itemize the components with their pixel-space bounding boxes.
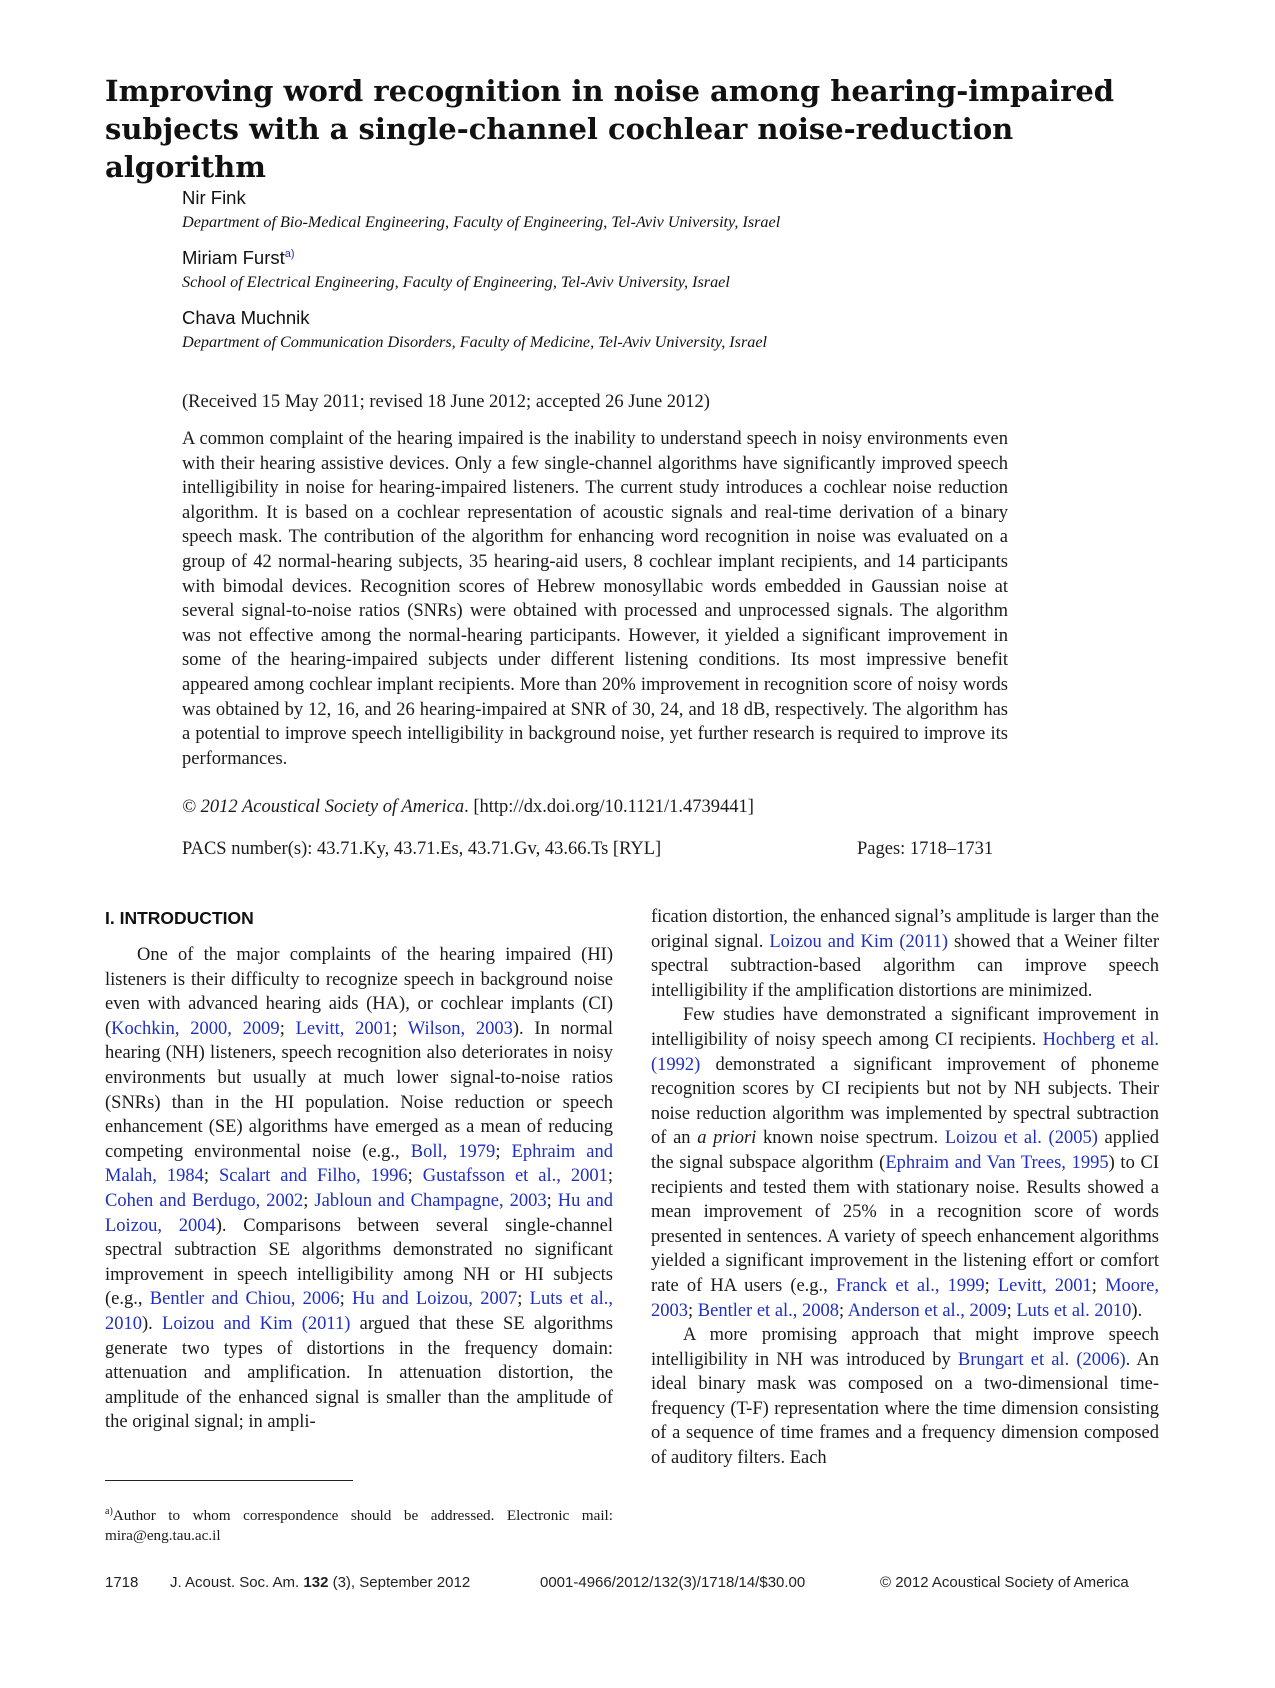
body-paragraph [651, 1323, 1159, 1471]
body-text: ) to CI recipients and tested them with stationary noise. Results showed a mean improvement of 25% in a recognition score of words presented in sentences. A variety of speech enhancement algorithms yielded a significant improvement in the listening effort or comfort rate of HA users (e.g., [651, 1152, 1159, 1296]
citation-link[interactable]: Loizou and Kim (2011) [769, 931, 948, 952]
body-text: ). In normal hearing (NH) listeners, speech recognition also deteriorates in noisy environments but usually at much lower signal-to-noise ratios (SNRs) than in the HI population. Noise reduction or speech enhancement (SE) algorithms have emerged as a mean of reducing competing environmental noise (e.g., [105, 1018, 614, 1162]
body-text: fication distortion, the enhanced signal’s amplitude is larger than the original signal. [651, 907, 1159, 952]
citation-link[interactable]: Ephraim and Van Trees, 1995 [885, 1152, 1109, 1173]
abstract-copyright [182, 797, 754, 818]
citation-link[interactable]: Brungart et al. (2006) [957, 1349, 1126, 1370]
citation-link[interactable]: Wilson, 2003 [407, 1018, 513, 1039]
body-text: demonstrated a significant improvement of phoneme recognition scores by CI recipients but not by NH subjects. Their noise reduction algorithm was implemented by spectral subtraction of an [651, 1054, 1159, 1149]
footer-journal: J. Acoust. Soc. Am. 132 (3), September 2012 [170, 1574, 471, 1591]
body-text: ; [546, 1190, 558, 1211]
citation-link[interactable]: Luts et al. 2010 [1016, 1300, 1132, 1321]
citation-link[interactable]: Loizou and Kim (2011) [162, 1313, 351, 1334]
body-text: known noise spectrum. [756, 1128, 945, 1149]
body-text: ; [1006, 1300, 1017, 1321]
footnote-marker: a) [105, 1506, 113, 1517]
pacs-numbers: PACS number(s): 43.71.Ky, 43.71.Es, 43.71.Gv, 43.66.Ts [RYL] [182, 839, 662, 859]
citation-link[interactable]: Gustafsson et al., 2001 [422, 1166, 608, 1187]
citation-link[interactable]: Franck et al., 1999 [835, 1275, 985, 1296]
citation-link[interactable]: Loizou et al. (2005) [944, 1128, 1098, 1149]
body-text: ; [839, 1300, 848, 1321]
body-text: ; [203, 1166, 219, 1187]
body-text: argued that these SE algorithms generate two types of distortions in the frequency domain: attenuation and amplification. In attenuation distortion, the amplitude of the enhanced signal is smaller than the amplitude of the original signal; in ampli- [105, 1313, 614, 1433]
body-column-right [651, 905, 1159, 1471]
author-name: Miriam Furst$^{a)}$ [182, 247, 295, 268]
citation-link[interactable]: Hu and Loizou, 2004 [105, 1190, 614, 1236]
body-text: A more promising approach that might improve speech intelligibility in NH was introduced by [651, 1325, 1159, 1370]
body-text: ; [688, 1300, 698, 1321]
body-text: ). [1131, 1300, 1143, 1321]
citation-link[interactable]: Boll, 1979 [410, 1141, 496, 1162]
footer-page-number: 1718 [105, 1574, 139, 1591]
doi-link[interactable]: . [http://dx.doi.org/10.1121/1.4739441] [464, 797, 754, 817]
page-range: Pages: 1718–1731 [857, 839, 994, 859]
citation-link[interactable]: Bentler et al., 2008 [697, 1300, 840, 1321]
citation-link[interactable]: Hu and Loizou, 2007 [352, 1289, 518, 1310]
author-affiliation: School of Electrical Engineering, Faculty of Engineering, Tel-Aviv University, Israel [182, 273, 730, 291]
body-text: . An ideal binary mask was composed on a two-dimensional time-frequency (T-F) representation where the time dimension consisting of a sequence of time frames and a frequency dimension composed of auditory filters. Each [651, 1349, 1159, 1469]
emphasis-text: a priori [697, 1128, 757, 1149]
footnote-divider [105, 1480, 353, 1481]
society-copyright: © 2012 Acoustical Society of America [182, 797, 465, 817]
author-affiliation: Department of Bio-Medical Engineering, Faculty of Engineering, Tel-Aviv University, Israel [182, 213, 781, 231]
body-text: ). Comparisons between several single-channel spectral subtraction SE algorithms demonstrated no significant improvement in speech intelligibility among NH or HI subjects (e.g., [105, 1215, 613, 1310]
section-heading: I. INTRODUCTION [105, 908, 254, 928]
body-text: ; [303, 1190, 315, 1211]
citation-link[interactable]: Levitt, 2001 [295, 1018, 393, 1039]
citation-link[interactable]: Levitt, 2001 [997, 1275, 1092, 1296]
body-text: ; [517, 1289, 530, 1310]
citation-link[interactable]: Luts et al., 2010 [105, 1289, 614, 1334]
citation-link[interactable]: Hochberg et al. (1992) [651, 1029, 1159, 1075]
body-text: applied the signal subspace algorithm ( [651, 1128, 1159, 1173]
footer-copyright: © 2012 Acoustical Society of America [880, 1574, 1129, 1591]
footnote [105, 1502, 613, 1546]
citation-link[interactable]: Ephraim and Malah, 1984 [105, 1141, 613, 1187]
body-text: showed that a Weiner filter spectral subtraction-based algorithm can improve speech intelligibility if the amplification distortions are minimized. [651, 931, 1160, 1001]
body-text: ; [392, 1018, 408, 1039]
footnote-marker[interactable]: a) [284, 247, 295, 260]
citation-link[interactable]: Kochkin, 2000, 2009 [111, 1018, 280, 1039]
body-text: ; [339, 1289, 353, 1310]
body-paragraph [651, 1003, 1159, 1323]
body-text: Few studies have demonstrated a significant improvement in intelligibility of noisy speech among CI recipients. [651, 1005, 1159, 1050]
body-text: One of the major complaints of the hearing impaired (HI) listeners is their difficulty to recognize speech in background noise even with advanced hearing aids (HA), or cochlear implants (CI) ( [105, 945, 613, 1039]
footnote-text: Author to whom correspondence should be addressed. Electronic mail: mira@eng.tau.ac.il [105, 1507, 613, 1545]
citation-link[interactable]: Anderson et al., 2009 [847, 1300, 1007, 1321]
author-affiliation: Department of Communication Disorders, Faculty of Medicine, Tel-Aviv University, Israel [182, 333, 768, 351]
paper-title: Improving word recognition in noise among hearing-impaired subjects with a single-channel cochlear noise-reduction algorithm [105, 74, 1115, 184]
body-text: ; [495, 1141, 512, 1162]
body-text: ; [279, 1018, 296, 1039]
citation-link[interactable]: Moore, 2003 [651, 1275, 1160, 1321]
received-dates: (Received 15 May 2011; revised 18 June 2012; accepted 26 June 2012) [182, 392, 710, 412]
author-name: Chava Muchnik [182, 307, 310, 328]
abstract: A common complaint of the hearing impaired is the inability to understand speech in noisy environments even with their hearing assistive devices. Only a few single-channel algorithms have significantly improved speech intelligibility in noise for hearing-impaired listeners. The current study introduces a cochlear noise reduction algorithm. It is based on a cochlear representation of acoustic signals and real-time derivation of a binary speech mask. The contribution of the algorithm for enhancing word recognition in noise was evaluated on a group of 42 normal-hearing subjects, 35 hearing-aid users, 8 cochlear implant recipients, and 14 participants with bimodal devices. Recognition scores of Hebrew monosyllabic words embedded in Gaussian noise at several signal-to-noise ratios (SNRs) were obtained with processed and unprocessed signals. The algorithm was not effective among the normal-hearing participants. However, it yielded a significant improvement in some of the hearing-impaired subjects under different listening conditions. Its most impressive benefit appeared among cochlear implant recipients. More than 20% improvement in recognition score of noisy words was obtained by 12, 16, and 26 hearing-impaired at SNR of 30, 24, and 18 dB, respectively. The algorithm has a potential to improve speech intelligibility in background noise, yet further research is required to improve its performances. [182, 429, 1008, 769]
body-column-left [105, 943, 613, 1435]
body-text: ; [984, 1275, 998, 1296]
citation-link[interactable]: Cohen and Berdugo, 2002 [105, 1190, 304, 1211]
citation-link[interactable]: Scalart and Filho, 1996 [218, 1166, 408, 1187]
citation-link[interactable]: Bentler and Chiou, 2006 [149, 1289, 340, 1310]
body-text: ; [607, 1166, 613, 1187]
body-paragraph [105, 943, 613, 1435]
body-text: ; [1091, 1275, 1106, 1296]
body-text: ; [407, 1166, 423, 1187]
footer-code: 0001-4966/2012/132(3)/1718/14/$30.00 [540, 1574, 806, 1591]
author-name: Nir Fink [182, 187, 246, 208]
body-paragraph [651, 905, 1159, 1003]
citation-link[interactable]: Jabloun and Champagne, 2003 [314, 1190, 547, 1211]
body-text: ). [142, 1313, 163, 1334]
